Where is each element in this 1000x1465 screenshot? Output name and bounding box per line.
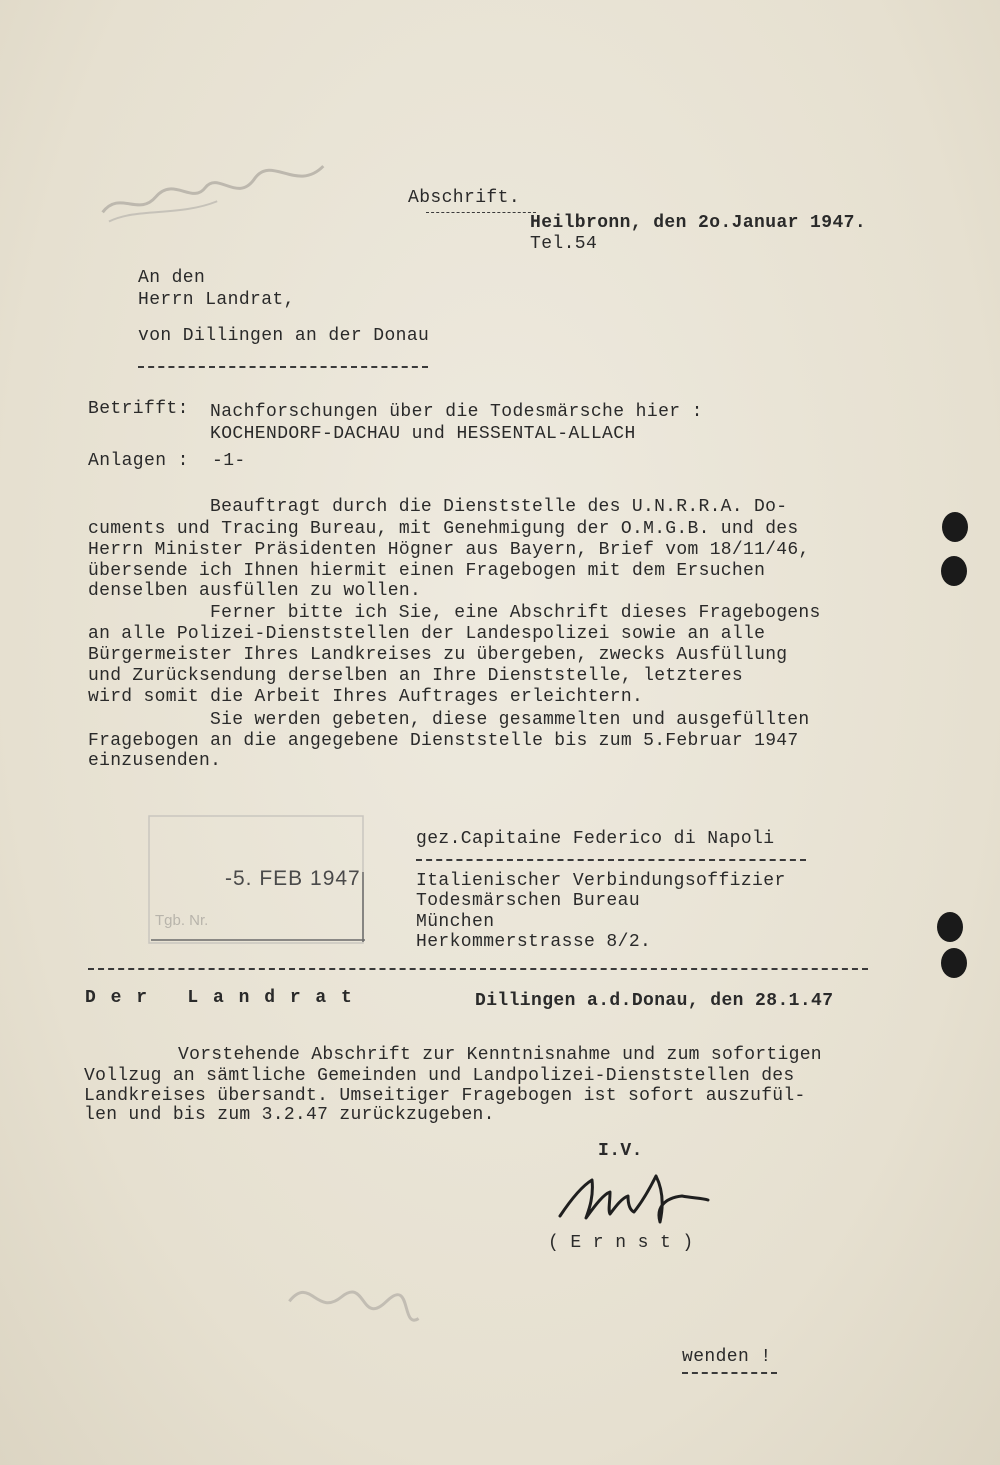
sender-bureau: Todesmärschen Bureau xyxy=(416,891,641,911)
pencil-scribble-drawing xyxy=(93,147,357,233)
landrat-body-2: Vollzug an sämtliche Gemeinden und Landpolizei-Dienststellen des xyxy=(84,1066,795,1086)
landrat-body-4: len und bis zum 3.2.47 zurückzugeben. xyxy=(84,1105,495,1125)
pencil-scribble-top xyxy=(93,147,356,223)
subject-line-1: Nachforschungen über die Todesmärsche hier : xyxy=(210,402,703,422)
section-divider xyxy=(88,968,868,970)
signer-name: ( E r n s t ) xyxy=(548,1233,694,1253)
stamp-label: Tgb. Nr. xyxy=(155,912,209,929)
body-line-10: wird somit die Arbeit Ihres Auftrages erleichtern. xyxy=(88,687,644,707)
landrat-heading: D e r L a n d r a t xyxy=(85,988,354,1008)
sender-street: Herkommerstrasse 8/2. xyxy=(416,932,652,952)
landrat-body-3: Landkreises übersandt. Umseitiger Fragebogen ist sofort auszufül- xyxy=(84,1086,806,1106)
document-title: Abschrift. xyxy=(408,188,521,208)
attachments-value: -1- xyxy=(212,451,246,471)
punch-hole-2 xyxy=(941,556,967,586)
punch-hole-3 xyxy=(937,912,963,942)
pencil-scribble-bottom xyxy=(280,1261,429,1349)
body-line-6: Ferner bitte ich Sie, eine Abschrift dieses Fragebogens xyxy=(210,603,821,623)
punch-hole-4 xyxy=(941,948,967,978)
body-line-13: einzusenden. xyxy=(88,751,222,771)
address-line-2: Herrn Landrat, xyxy=(138,290,295,310)
attachments-label: Anlagen : xyxy=(88,451,189,471)
subject-label: Betrifft: xyxy=(88,399,189,419)
landrat-body-1: Vorstehende Abschrift zur Kenntnisnahme und zum sofortigen xyxy=(178,1045,822,1065)
turn-over-underline xyxy=(682,1372,777,1374)
address-divider xyxy=(138,366,428,368)
place-date: Heilbronn, den 2o.Januar 1947. xyxy=(530,213,867,233)
address-line-1: An den xyxy=(138,268,206,288)
stamp-date: -5. FEB 1947 xyxy=(225,867,361,890)
subject-line-2: KOCHENDORF-DACHAU und HESSENTAL-ALLACH xyxy=(210,424,636,444)
sender-divider xyxy=(416,859,806,861)
handwritten-signature xyxy=(552,1168,722,1238)
body-line-7: an alle Polizei-Dienststellen der Landespolizei sowie an alle xyxy=(88,624,766,644)
punch-hole-1 xyxy=(942,512,968,542)
landrat-place-date: Dillingen a.d.Donau, den 28.1.47 xyxy=(475,991,834,1011)
body-line-8: Bürgermeister Ihres Landkreises zu übergeben, zwecks Ausfüllung xyxy=(88,645,788,665)
telephone: Tel.54 xyxy=(530,234,598,254)
body-line-11: Sie werden gebeten, diese gesammelten und ausgefüllten xyxy=(210,710,810,730)
sender-name: gez.Capitaine Federico di Napoli xyxy=(416,829,775,849)
body-line-1: Beauftragt durch die Dienststelle des U.N.R.R.A. Do- xyxy=(210,497,788,517)
body-line-12: Fragebogen an die angegebene Dienststelle bis zum 5.Februar 1947 xyxy=(88,731,799,751)
body-line-5: denselben ausfüllen zu wollen. xyxy=(88,581,422,601)
iv-label: I.V. xyxy=(598,1141,643,1161)
turn-over-note: wenden ! xyxy=(682,1347,772,1367)
received-stamp xyxy=(145,812,367,947)
sender-role: Italienischer Verbindungsoffizier xyxy=(416,871,786,891)
body-line-9: und Zurücksendung derselben an Ihre Dienststelle, letzteres xyxy=(88,666,744,686)
body-line-2: cuments und Tracing Bureau, mit Genehmigung der O.M.G.B. und des xyxy=(88,519,799,539)
address-line-3: von Dillingen an der Donau xyxy=(138,326,430,346)
pencil-scribble-bottom-drawing xyxy=(280,1261,429,1349)
body-line-3: Herrn Minister Präsidenten Högner aus Bayern, Brief vom 18/11/46, xyxy=(88,540,810,560)
title-underline xyxy=(426,212,536,213)
body-line-4: übersende ich Ihnen hiermit einen Fragebogen mit dem Ersuchen xyxy=(88,561,766,581)
sender-city: München xyxy=(416,912,495,932)
